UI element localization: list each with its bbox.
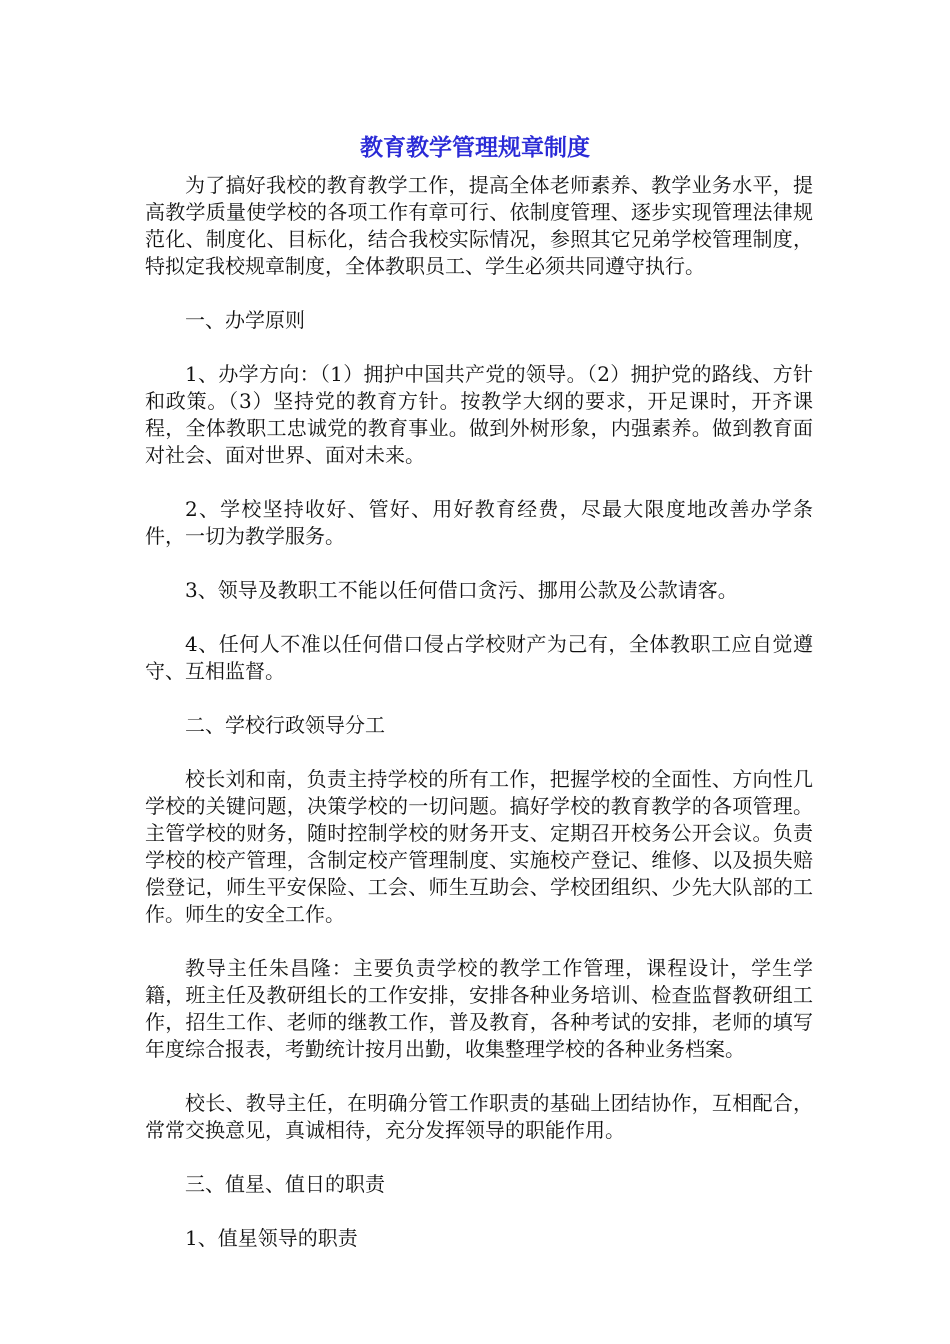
section-heading-3: 三、值星、值日的职责 (185, 1172, 385, 1196)
subsection-heading-duty-leader: 1、值星领导的职责 (185, 1226, 358, 1250)
paragraph-principal: 校长刘和南，负责主持学校的所有工作，把握学校的全面性、方向性几学校的关键问题，决策学校的一切问题。搞好学校的教育教学的各项管理。主管学校的财务，随时控制学校的财务开支、定期召开校务公开会议。负责学校的校产管理，含制定校产管理制度、实施校产登记、维修、以及损失赔偿登记，师生平安保险、工会、师生互助会、学校团组织、少先大队部的工作。师生的安全工作。 (145, 767, 813, 926)
intro-paragraph: 为了搞好我校的教育教学工作，提高全体老师素养、教学业务水平，提高教学质量使学校的各项工作有章可行、依制度管理、逐步实现管理法律规范化、制度化、目标化，结合我校实际情况，参照其它兄弟学校管理制度，特拟定我校规章制度，全体教职员工、学生必须共同遵守执行。 (145, 173, 813, 278)
paragraph-property: 4、任何人不准以任何借口侵占学校财产为己有，全体教职工应自觉遵守、互相监督。 (145, 632, 813, 683)
paragraph-no-embezzlement: 3、领导及教职工不能以任何借口贪污、挪用公款及公款请客。 (185, 578, 738, 602)
paragraph-dean: 教导主任朱昌隆：主要负责学校的教学工作管理，课程设计，学生学籍，班主任及教研组长的工作安排，安排各种业务培训、检查监督教研组工作，招生工作、老师的继教工作，普及教育，各种考试的安排，老师的填写年度综合报表，考勤统计按月出勤，收集整理学校的各种业务档案。 (145, 956, 813, 1061)
section-heading-2: 二、学校行政领导分工 (185, 713, 385, 737)
section-heading-1: 一、办学原则 (185, 308, 305, 332)
document-title: 教育教学管理规章制度 (360, 135, 590, 161)
paragraph-funding: 2、学校坚持收好、管好、用好教育经费，尽最大限度地改善办学条件，一切为教学服务。 (145, 497, 813, 548)
document-body (145, 172, 813, 1279)
paragraph-cooperation: 校长、教导主任，在明确分管工作职责的基础上团结协作，互相配合，常常交换意见，真诚相待，充分发挥领导的职能作用。 (145, 1091, 813, 1142)
paragraph-school-direction: 1、办学方向：（1）拥护中国共产党的领导。（2）拥护党的路线、方针和政策。（3）坚持党的教育方针。按教学大纲的要求，开足课时，开齐课程，全体教职工忠诚党的教育事业。做到外树形象，内强素养。做到教育面对社会、面对世界、面对未来。 (145, 362, 813, 467)
